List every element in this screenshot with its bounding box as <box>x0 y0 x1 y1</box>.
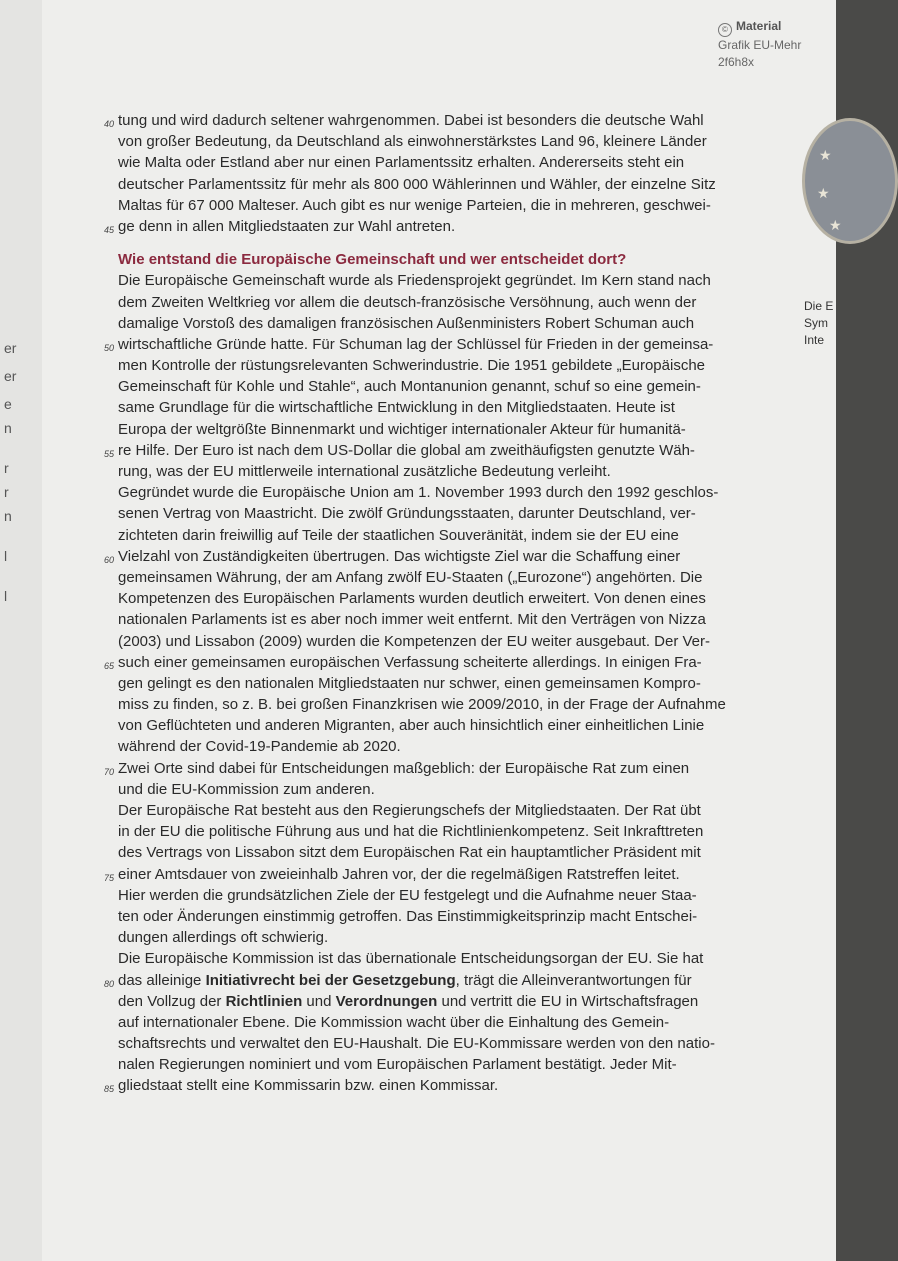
line-text: ge denn in allen Mitgliedstaaten zur Wahl antreten. <box>118 217 456 235</box>
text-line <box>118 609 848 630</box>
text-line <box>104 216 848 237</box>
line-text: Zwei Orte sind dabei für Entscheidungen maßgeblich: der Europäische Rat zum einen <box>118 759 690 777</box>
text-line <box>118 376 848 397</box>
text-line <box>118 631 848 652</box>
text-line <box>118 152 848 173</box>
line-text: damalige Vorstoß des damaligen französischen Außenministers Robert Schuman auch <box>118 314 695 332</box>
prev-page-fragment: n <box>4 508 12 524</box>
prev-page-fragment: l <box>4 548 8 564</box>
text-line <box>118 503 848 524</box>
text-line <box>118 1033 848 1054</box>
text-line <box>118 821 848 842</box>
line-text: Maltas für 67 000 Malteser. Auch gibt es nur wenige Parteien, die in mehreren, geschwei- <box>118 196 711 214</box>
text-line <box>118 419 848 440</box>
line-text: ten oder Änderungen einstimmig getroffen. Das Einstimmigkeitsprinzip macht Entschei- <box>118 907 698 925</box>
line-text: nationalen Parlaments ist es aber noch immer weit entfernt. Mit den Verträgen von Nizza <box>118 611 706 629</box>
line-number: 70 <box>104 766 115 777</box>
line-number: 85 <box>104 1084 115 1095</box>
text-line <box>118 588 848 609</box>
line-text: gemeinsamen Währung, der am Anfang zwölf EU-Staaten („Eurozone“) angehörten. Die <box>118 568 703 586</box>
line-text: Gemeinschaft für Kohle und Stahle“, auch Montanunion genannt, schuf so eine gemein- <box>118 378 701 396</box>
line-text: Die Europäische Gemeinschaft wurde als Friedensprojekt gegründet. Im Kern stand nach <box>118 272 711 290</box>
text-line <box>118 715 848 736</box>
text-line <box>104 758 848 779</box>
text-line <box>104 970 848 991</box>
text-line <box>118 842 848 863</box>
line-text: während der Covid-19-Pandemie ab 2020. <box>118 738 401 756</box>
prev-page-fragment: r <box>4 484 9 500</box>
text-line <box>104 546 848 567</box>
text-segment: das alleinige <box>118 971 206 989</box>
line-text: wirtschaftliche Gründe hatte. Für Schuman lag der Schlüssel für Frieden in der gemeinsa- <box>118 335 714 353</box>
line-number: 80 <box>104 978 115 989</box>
text-line <box>104 864 848 885</box>
prev-page-fragment: e <box>4 396 12 412</box>
line-text: tung und wird dadurch seltener wahrgenommen. Dabei ist besonders die deutsche Wahl <box>118 112 704 129</box>
line-text: von großer Bedeutung, da Deutschland als einwohnerstärkstes Land 96, kleinere Länder <box>118 133 707 151</box>
material-code: 2f6h8x <box>718 55 755 69</box>
side-note-line: Inte <box>804 333 825 347</box>
line-text: deutscher Parlamentssitz für mehr als 800 000 Wählerinnen und Wähler, der einzelne Sitz <box>118 175 716 193</box>
line-text: miss zu finden, so z. B. bei großen Finanzkrisen wie 2009/2010, in der Frage der Aufnahme <box>118 696 726 714</box>
line-text: Hier werden die grundsätzlichen Ziele der EU festgelegt und die Aufnahme neuer Staa- <box>118 886 697 904</box>
text-line <box>118 270 848 291</box>
line-text: nalen Regierungen nominiert und vom Europäischen Parlament bestätigt. Jeder Mit- <box>118 1056 677 1074</box>
text-line <box>118 927 848 948</box>
text-line <box>118 461 848 482</box>
line-number: 55 <box>104 448 115 459</box>
side-note-line: Die E <box>804 299 834 313</box>
prev-page-fragment: r <box>4 460 9 476</box>
line-number: 75 <box>104 872 115 883</box>
line-text: dem Zweiten Weltkrieg vor allem die deutsch-französische Versöhnung, auch wenn der <box>118 293 697 311</box>
body-text <box>104 110 848 1097</box>
text-segment: den Vollzug der <box>118 992 226 1010</box>
line-number: 50 <box>104 342 115 353</box>
line-text: re Hilfe. Der Euro ist nach dem US-Dollar die global am zweithäufigsten genutzte Wäh- <box>118 441 695 459</box>
prev-page-fragment: l <box>4 588 8 604</box>
text-segment: , trägt die Alleinverantwortungen für <box>455 971 692 989</box>
line-text: gliedstaat stellt eine Kommissarin bzw. einen Kommissar. <box>118 1077 499 1095</box>
line-text: des Vertrags von Lissabon sitzt dem Europäischen Rat ein hauptamtlicher Präsident mit <box>118 844 701 862</box>
prev-page-fragment: n <box>4 420 12 436</box>
line-number: 40 <box>104 119 115 129</box>
copyright-circle-icon: © <box>718 23 732 37</box>
text-line <box>118 694 848 715</box>
line-text: men Kontrolle der rüstungsrelevanten Schwerindustrie. Die 1951 gebildete „Europäische <box>118 357 706 375</box>
text-line <box>118 174 848 195</box>
text-line <box>118 195 848 216</box>
line-text: in der EU die politische Führung aus und hat die Richtlinienkompetenz. Seit Inkrafttreten <box>118 823 704 841</box>
textbook-page <box>42 0 842 1261</box>
prev-page-fragment: er <box>4 368 17 384</box>
material-line: Grafik EU-Mehr <box>718 38 802 52</box>
bold-term: Verordnungen <box>335 992 438 1010</box>
text-line <box>118 673 848 694</box>
material-heading: Material <box>736 19 782 33</box>
line-text: Europa der weltgrößte Binnenmarkt und wichtiger internationaler Akteur für humanitä- <box>118 420 686 438</box>
text-line <box>118 1054 848 1075</box>
material-reference <box>718 18 801 71</box>
text-line <box>118 131 848 152</box>
line-text: same Grundlage für die wirtschaftliche Entwicklung in den Mitgliedstaaten. Heute ist <box>118 399 675 417</box>
line-text: rung, was der EU mittlerweile international zusätzliche Bedeutung verleiht. <box>118 463 611 480</box>
text-line <box>118 482 848 503</box>
line-text: und die EU-Kommission zum anderen. <box>118 780 375 798</box>
line-text: (2003) und Lissabon (2009) wurden die Kompetenzen der EU weiter ausgebaut. Der Ver- <box>118 632 711 650</box>
line-text: einer Amtsdauer von zweieinhalb Jahren vor, der die regelmäßigen Ratstreffen leitet. <box>118 865 680 883</box>
text-line <box>104 440 848 461</box>
line-text: Die Europäische Kommission ist das übernationale Entscheidungsorgan der EU. Sie hat <box>118 950 704 968</box>
line-text: wie Malta oder Estland aber nur einen Parlamentssitz erhalten. Andererseits steht ein <box>118 154 685 172</box>
text-line <box>118 779 848 800</box>
line-text: Gegründet wurde die Europäische Union am 1. November 1993 durch den 1992 geschlos- <box>118 484 719 502</box>
line-text: gen gelingt es den nationalen Mitgliedstaaten nur schwer, einen gemeinsamen Kompro- <box>118 674 701 692</box>
text-segment: und <box>302 992 336 1010</box>
text-line <box>104 110 848 131</box>
line-text: auf internationaler Ebene. Die Kommission wacht über die Einhaltung des Gemein- <box>118 1013 670 1031</box>
text-line <box>118 948 848 969</box>
line-text: senen Vertrag von Maastricht. Die zwölf Gründungsstaaten, darunter Deutschland, ver- <box>118 505 696 523</box>
text-line <box>104 1075 848 1096</box>
text-line <box>118 355 848 376</box>
line-text: Vielzahl von Zuständigkeiten übertrugen. Das wichtigste Ziel war die Schaffung einer <box>118 547 681 565</box>
line-number: 65 <box>104 660 115 671</box>
text-line <box>104 652 848 673</box>
prev-page-fragment: er <box>4 340 17 356</box>
line-text: Der Europäische Rat besteht aus den Regierungschefs der Mitgliedstaaten. Der Rat übt <box>118 802 701 819</box>
side-note-line: Sym <box>804 316 828 330</box>
line-number: 60 <box>104 554 115 565</box>
text-line <box>118 991 848 1012</box>
bold-term: Richtlinien <box>225 992 303 1010</box>
text-line <box>118 736 848 757</box>
text-line <box>118 292 848 313</box>
text-line <box>118 800 848 821</box>
text-line <box>118 567 848 588</box>
line-text: schaftsrechts und verwaltet den EU-Haushalt. Die EU-Kommissare werden von den natio- <box>118 1035 715 1053</box>
line-text: Kompetenzen des Europäischen Parlaments wurden deutlich erweitert. Von denen eines <box>118 590 706 608</box>
line-text: von Geflüchteten und anderen Migranten, aber auch hinsichtlich einer einheitlichen Linie <box>118 717 705 735</box>
line-text: such einer gemeinsamen europäischen Verfassung scheiterte allerdings. In einigen Fra- <box>118 653 702 671</box>
line-text: Wie entstand die Europäische Gemeinschaft und wer entscheidet dort? <box>118 251 627 269</box>
text-line <box>118 313 848 334</box>
text-line <box>118 906 848 927</box>
previous-page-margin <box>0 0 42 1261</box>
text-segment: und vertritt die EU in Wirtschaftsfragen <box>437 992 699 1010</box>
text-line <box>118 885 848 906</box>
text-line <box>118 525 848 546</box>
text-line <box>118 1012 848 1033</box>
section-heading <box>118 249 848 270</box>
line-text: zichteten darin freiwillig auf Teile der staatlichen Souveränität, indem sie der EU eine <box>118 526 679 544</box>
euro-coin-image: ★ ★ ★ <box>802 118 898 244</box>
bold-term: Initiativrecht bei der Gesetzgebung <box>205 971 456 989</box>
text-line <box>104 334 848 355</box>
text-line <box>118 397 848 418</box>
line-number: 45 <box>104 224 115 235</box>
line-text: dungen allerdings oft schwierig. <box>118 929 329 947</box>
